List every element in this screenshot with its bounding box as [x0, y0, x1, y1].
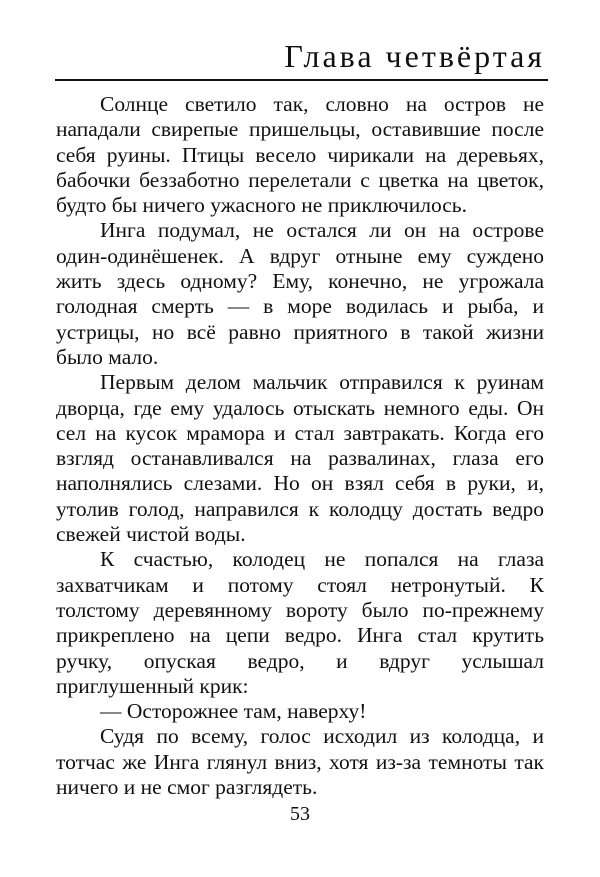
text-line: один-одинёшенек. А вдруг отныне ему суждено: [56, 243, 544, 268]
text-line: приглушенный крик:: [56, 673, 249, 698]
text-line: толстому деревянному вороту было по-прежнему: [56, 597, 544, 622]
text-line: устрицы, но всё равно приятного в такой жизни: [56, 319, 544, 344]
page-number: 53: [290, 803, 310, 825]
text-line: утолив голод, направился к колодцу достать ведро: [56, 496, 544, 521]
text-line: было мало.: [56, 344, 159, 369]
text-line: Инга подумал, не остался ли он на острове: [100, 218, 544, 243]
text-line: наполнялись слезами. Но он взял себя в руки, и,: [56, 471, 544, 496]
text-line: свежей чистой воды.: [56, 522, 246, 547]
text-line: сел на кусок мрамора и стал завтракать. Когда его: [56, 420, 544, 445]
text-line: К счастью, колодец не попался на глаза: [100, 547, 544, 572]
text-line: прикреплено на цепи ведро. Инга стал крутить: [56, 623, 544, 648]
body-text: [56, 92, 544, 800]
text-line: себя руины. Птицы весело чирикали на деревьях,: [56, 142, 544, 167]
text-line: нападали свирепые пришельцы, оставившие после: [56, 117, 544, 142]
text-line: тотчас же Инга глянул вниз, хотя из-за темноты так: [56, 749, 544, 774]
text-line: Судя по всему, голос исходил из колодца, и: [100, 724, 544, 749]
text-line: голодная смерть — в море водилась и рыба, и: [56, 294, 544, 319]
text-line: ручку, опуская ведро, и вдруг услышал: [56, 648, 544, 673]
text-line: взгляд останавливался на развалинах, глаза его: [56, 446, 544, 471]
text-line: будто бы ничего ужасного не приключилось.: [56, 193, 467, 218]
chapter-title: Глава четвёртая: [284, 38, 545, 74]
text-line: Солнце светило так, словно на остров не: [100, 92, 544, 116]
text-line: — Осторожнее там, наверху!: [100, 699, 367, 724]
title-rule: [55, 79, 548, 81]
text-line: ничего и не смог разглядеть.: [56, 775, 318, 800]
text-line: бабочки беззаботно перелетали с цветка на цветок,: [56, 167, 544, 192]
text-line: Первым делом мальчик отправился к руинам: [100, 370, 544, 395]
text-line: жить здесь одному? Ему, конечно, не угрожала: [56, 269, 544, 294]
text-line: захватчикам и потому стоял нетронутый. К: [56, 572, 544, 597]
text-line: дворца, где ему удалось отыскать немного еды. Он: [56, 395, 544, 420]
